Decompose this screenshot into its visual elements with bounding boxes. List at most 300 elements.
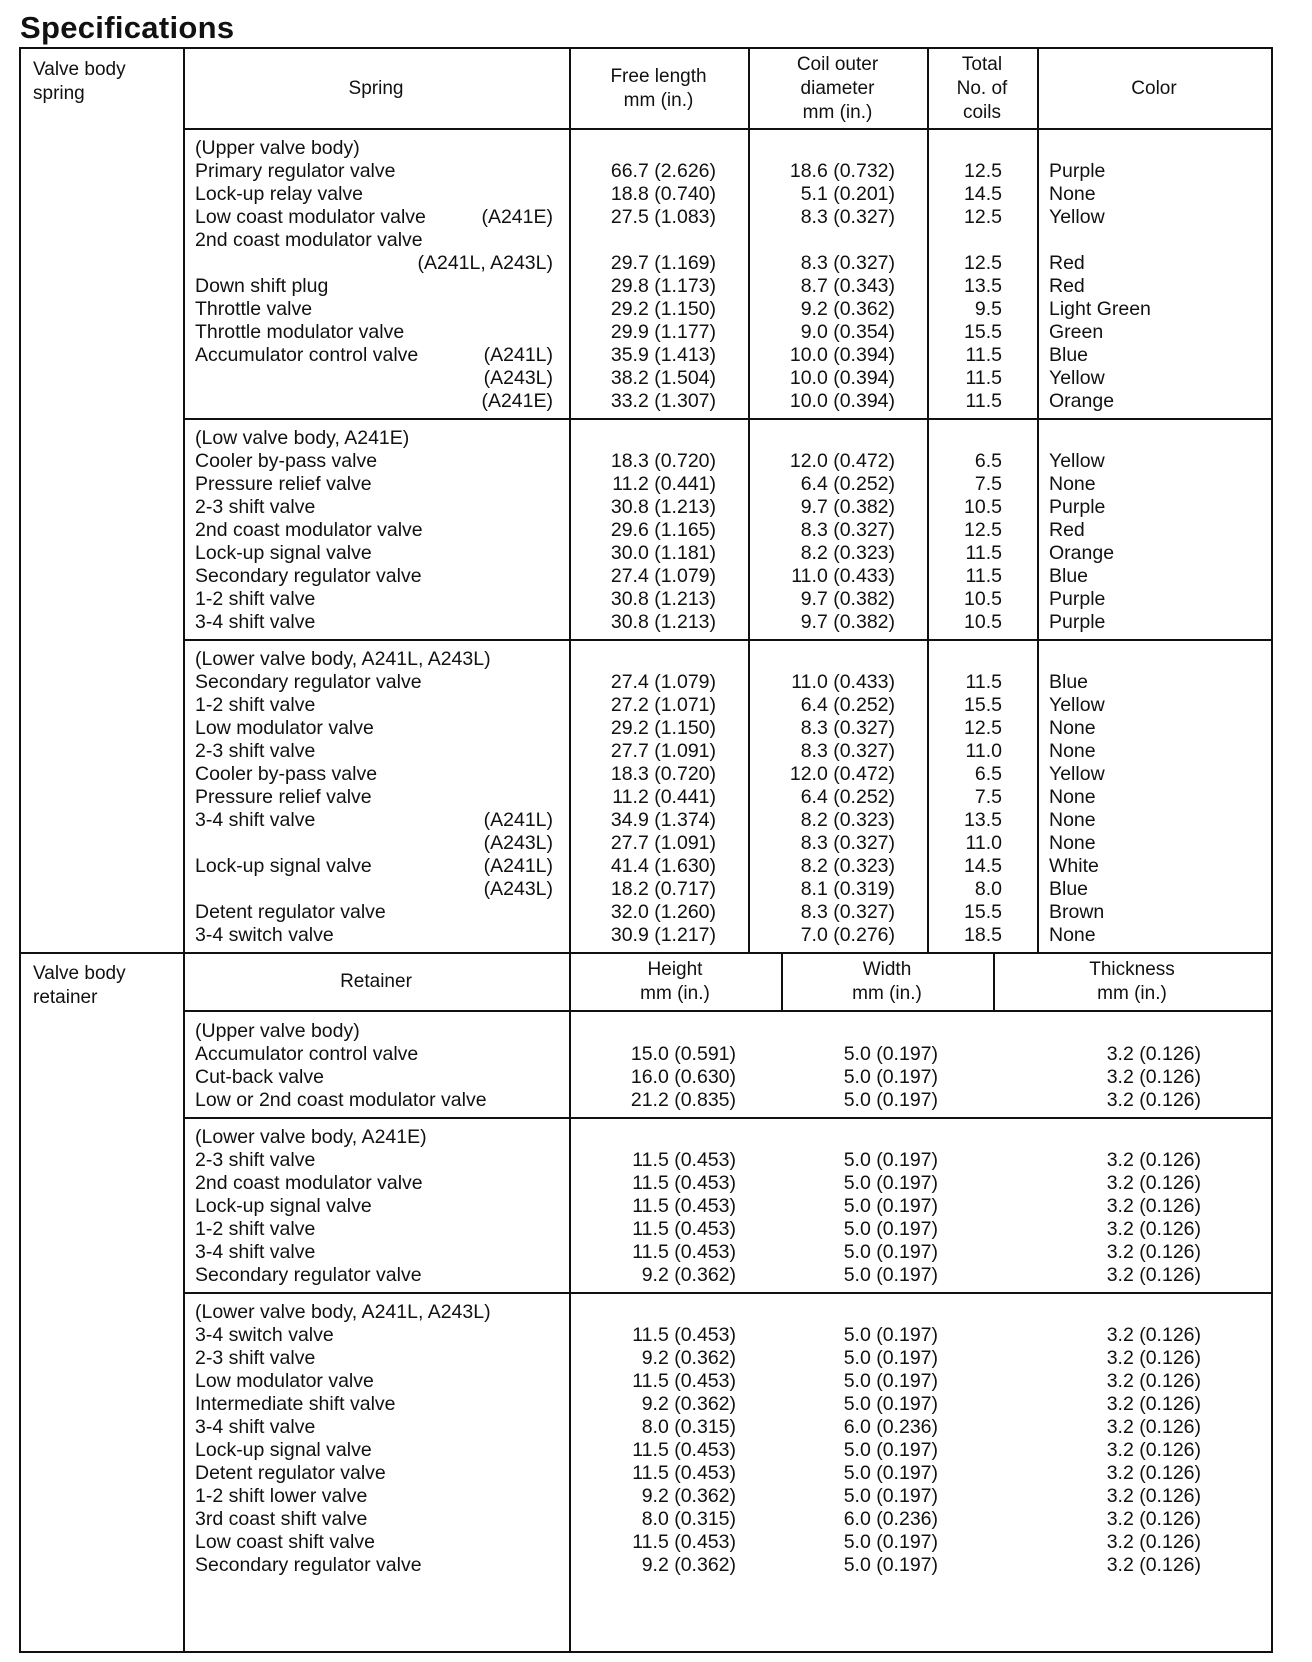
- height-value: 9.2 (0.362): [641, 1485, 736, 1507]
- coils-value: 11.5: [965, 671, 1002, 693]
- thickness-value: 3.2 (0.126): [1106, 1264, 1201, 1286]
- thickness-value: 3.2 (0.126): [1106, 1462, 1201, 1484]
- header-width: [781, 954, 993, 1010]
- row-divider: [183, 128, 1271, 130]
- retainer-name: Lock-up signal valve: [195, 1195, 372, 1217]
- free-length-value: 38.2 (1.504): [610, 367, 716, 389]
- spring-model: (A241L): [483, 855, 553, 877]
- spring-name: Lock-up relay valve: [195, 183, 363, 205]
- free-length-value: 34.9 (1.374): [610, 809, 716, 831]
- height-value: 16.0 (0.630): [630, 1066, 736, 1088]
- free-length-value: 30.9 (1.217): [610, 924, 716, 946]
- retainer-name: 3-4 shift valve: [195, 1416, 316, 1438]
- color-value: Purple: [1049, 588, 1106, 610]
- height-value: 9.2 (0.362): [641, 1264, 736, 1286]
- free-length-value: 30.8 (1.213): [610, 611, 716, 633]
- color-value: None: [1049, 924, 1096, 946]
- retainer-name: Secondary regulator valve: [195, 1264, 422, 1286]
- color-value: Blue: [1049, 671, 1089, 693]
- coils-value: 15.5: [964, 901, 1002, 923]
- free-length-value: 27.5 (1.083): [610, 206, 716, 228]
- spring-name: Low coast modulator valve: [195, 206, 426, 228]
- free-length-value: 11.2 (0.441): [612, 786, 716, 808]
- coils-value: 7.5: [974, 786, 1002, 808]
- thickness-value: 3.2 (0.126): [1106, 1347, 1201, 1369]
- retainer-name: Low coast shift valve: [195, 1531, 375, 1553]
- coils-value: 10.5: [964, 588, 1002, 610]
- free-length-value: 29.8 (1.173): [610, 275, 716, 297]
- header-line: Retainer: [340, 971, 412, 992]
- width-value: 5.0 (0.197): [843, 1241, 938, 1263]
- header-line: Coil outer: [796, 53, 879, 75]
- color-value: Red: [1049, 252, 1085, 274]
- header-line: mm (in.): [802, 101, 873, 123]
- thickness-value: 3.2 (0.126): [1106, 1370, 1201, 1392]
- spring-name: 2nd coast modulator valve: [195, 229, 423, 251]
- coil-od-value: 8.2 (0.323): [800, 809, 895, 831]
- thickness-value: 3.2 (0.126): [1106, 1149, 1201, 1171]
- spring-name: Down shift plug: [195, 275, 329, 297]
- header-coil-outer-diameter: [748, 49, 927, 128]
- spring-name: Throttle valve: [195, 298, 313, 320]
- thickness-value: 3.2 (0.126): [1106, 1531, 1201, 1553]
- free-length-value: 33.2 (1.307): [610, 390, 716, 412]
- thickness-value: 3.2 (0.126): [1106, 1393, 1201, 1415]
- spring-model: (A241L, A243L): [417, 252, 553, 274]
- coil-od-value: 12.0 (0.472): [789, 763, 895, 785]
- header-spring-text: [349, 77, 404, 101]
- spring-name: Accumulator control valve: [195, 344, 419, 366]
- coils-value: 7.5: [974, 473, 1002, 495]
- color-value: Purple: [1049, 160, 1106, 182]
- coil-od-value: 6.4 (0.252): [800, 694, 895, 716]
- color-value: Orange: [1049, 390, 1115, 412]
- color-value: Brown: [1049, 901, 1105, 923]
- spring-name: 2nd coast modulator valve: [195, 519, 423, 541]
- color-value: None: [1049, 717, 1096, 739]
- coils-value: 11.5: [965, 565, 1002, 587]
- free-length-value: 18.3 (0.720): [610, 763, 716, 785]
- width-value: 5.0 (0.197): [843, 1195, 938, 1217]
- free-length-value: 11.2 (0.441): [612, 473, 716, 495]
- header-spring: [183, 49, 569, 128]
- free-length-value: 29.9 (1.177): [610, 321, 716, 343]
- width-value: 5.0 (0.197): [843, 1554, 938, 1576]
- thickness-value: 3.2 (0.126): [1106, 1416, 1201, 1438]
- row-divider: [183, 1292, 1271, 1294]
- row-divider: [183, 418, 1271, 420]
- spring-model: (A241E): [481, 390, 553, 412]
- spring-name: 3-4 switch valve: [195, 924, 334, 946]
- coils-value: 13.5: [964, 275, 1002, 297]
- coil-od-value: 8.3 (0.327): [800, 901, 895, 923]
- coils-value: 13.5: [964, 809, 1002, 831]
- coil-od-value: 10.0 (0.394): [789, 344, 895, 366]
- spring-name: Primary regulator valve: [195, 160, 396, 182]
- retainer-name: 1-2 shift valve: [195, 1218, 316, 1240]
- color-value: Orange: [1049, 542, 1115, 564]
- spring-name: Low modulator valve: [195, 717, 374, 739]
- color-value: None: [1049, 786, 1096, 808]
- coil-od-value: 8.3 (0.327): [800, 206, 895, 228]
- spring-name: 2-3 shift valve: [195, 740, 316, 762]
- retainer-name: Detent regulator valve: [195, 1462, 386, 1484]
- color-value: Purple: [1049, 611, 1106, 633]
- coil-od-value: 7.0 (0.276): [800, 924, 895, 946]
- group-title: (Upper valve body): [195, 137, 360, 159]
- header-line: mm (in.): [623, 89, 694, 111]
- header-total-coils: [927, 49, 1037, 128]
- row-divider: [183, 639, 1271, 641]
- header-line: mm (in.): [1097, 983, 1167, 1004]
- coil-od-value: 9.7 (0.382): [800, 611, 895, 633]
- width-value: 5.0 (0.197): [843, 1043, 938, 1065]
- retainer-name: Lock-up signal valve: [195, 1439, 372, 1461]
- coils-value: 12.5: [964, 206, 1002, 228]
- thickness-value: 3.2 (0.126): [1106, 1554, 1201, 1576]
- spring-model: (A243L): [483, 367, 553, 389]
- color-value: White: [1049, 855, 1099, 877]
- column-divider: [183, 49, 185, 952]
- color-value: Red: [1049, 519, 1085, 541]
- coils-value: 8.0: [974, 878, 1002, 900]
- width-value: 5.0 (0.197): [843, 1149, 938, 1171]
- coil-od-value: 9.2 (0.362): [800, 298, 895, 320]
- thickness-value: 3.2 (0.126): [1106, 1218, 1201, 1240]
- thickness-value: 3.2 (0.126): [1106, 1066, 1201, 1088]
- column-divider: [993, 954, 995, 1010]
- group-title: (Lower valve body, A241E): [195, 1126, 427, 1148]
- column-divider: [183, 954, 185, 1651]
- coil-od-value: 18.6 (0.732): [789, 160, 895, 182]
- coil-od-value: 8.3 (0.327): [800, 740, 895, 762]
- coils-value: 10.5: [964, 496, 1002, 518]
- coil-od-value: 9.7 (0.382): [800, 496, 895, 518]
- header-line: No. of: [956, 77, 1008, 99]
- free-length-value: 30.8 (1.213): [610, 588, 716, 610]
- free-length-value: 27.7 (1.091): [610, 832, 716, 854]
- color-value: Blue: [1049, 344, 1089, 366]
- header-line: Thickness: [1089, 959, 1175, 980]
- width-value: 5.0 (0.197): [843, 1264, 938, 1286]
- width-value: 5.0 (0.197): [843, 1324, 938, 1346]
- width-value: 5.0 (0.197): [843, 1066, 938, 1088]
- header-line: coils: [962, 101, 1001, 123]
- free-length-value: 30.8 (1.213): [610, 496, 716, 518]
- header-color: [1037, 49, 1271, 128]
- color-value: None: [1049, 473, 1096, 495]
- coils-value: 6.5: [974, 763, 1002, 785]
- column-divider: [1037, 49, 1039, 952]
- specifications-table: [19, 47, 1273, 1653]
- coil-od-value: 8.1 (0.319): [800, 878, 895, 900]
- spring-name: Detent regulator valve: [195, 901, 386, 923]
- color-value: None: [1049, 832, 1096, 854]
- coils-value: 11.5: [965, 542, 1002, 564]
- spring-name: 2-3 shift valve: [195, 496, 316, 518]
- spring-model: (A243L): [483, 878, 553, 900]
- free-length-value: 29.2 (1.150): [610, 298, 716, 320]
- retainer-name: Low or 2nd coast modulator valve: [195, 1089, 487, 1111]
- height-value: 11.5 (0.453): [632, 1172, 736, 1194]
- free-length-value: 18.8 (0.740): [610, 183, 716, 205]
- color-value: None: [1049, 740, 1096, 762]
- color-value: Green: [1049, 321, 1104, 343]
- spring-name: Lock-up signal valve: [195, 542, 372, 564]
- coils-value: 12.5: [964, 252, 1002, 274]
- free-length-value: 27.2 (1.071): [610, 694, 716, 716]
- color-value: Red: [1049, 275, 1085, 297]
- group-title: (Upper valve body): [195, 1020, 360, 1042]
- height-value: 21.2 (0.835): [630, 1089, 736, 1111]
- free-length-value: 41.4 (1.630): [610, 855, 716, 877]
- coil-od-value: 8.3 (0.327): [800, 832, 895, 854]
- width-value: 5.0 (0.197): [843, 1089, 938, 1111]
- height-value: 11.5 (0.453): [632, 1439, 736, 1461]
- group-title: (Lower valve body, A241L, A243L): [195, 648, 491, 670]
- free-length-value: 27.4 (1.079): [610, 565, 716, 587]
- coils-value: 14.5: [964, 855, 1002, 877]
- height-value: 11.5 (0.453): [632, 1324, 736, 1346]
- spring-name: Cooler by-pass valve: [195, 450, 378, 472]
- header-height: [569, 954, 781, 1010]
- free-length-value: 32.0 (1.260): [610, 901, 716, 923]
- coils-value: 12.5: [964, 717, 1002, 739]
- free-length-value: 29.6 (1.165): [610, 519, 716, 541]
- spring-model: (A241L): [483, 809, 553, 831]
- height-value: 8.0 (0.315): [641, 1508, 736, 1530]
- section-label-spring: [33, 58, 126, 106]
- spring-model: (A241E): [481, 206, 553, 228]
- retainer-name: Cut-back valve: [195, 1066, 324, 1088]
- section-label-retainer: [33, 962, 126, 1010]
- coil-od-value: 8.3 (0.327): [800, 717, 895, 739]
- header-line: Height: [647, 959, 703, 980]
- header-line: diameter: [800, 77, 875, 99]
- spring-name: Throttle modulator valve: [195, 321, 405, 343]
- retainer-name: Secondary regulator valve: [195, 1554, 422, 1576]
- coil-od-value: 9.7 (0.382): [800, 588, 895, 610]
- coils-value: 14.5: [964, 183, 1002, 205]
- header-height-text: [640, 958, 710, 1006]
- retainer-name: 3rd coast shift valve: [195, 1508, 368, 1530]
- retainer-name: 3-4 shift valve: [195, 1241, 316, 1263]
- thickness-value: 3.2 (0.126): [1106, 1485, 1201, 1507]
- coils-value: 12.5: [964, 519, 1002, 541]
- column-divider: [781, 954, 783, 1010]
- width-value: 5.0 (0.197): [843, 1393, 938, 1415]
- header-retainer: [183, 954, 569, 1010]
- thickness-value: 3.2 (0.126): [1106, 1089, 1201, 1111]
- color-value: Yellow: [1049, 763, 1105, 785]
- coil-od-value: 6.4 (0.252): [800, 473, 895, 495]
- width-value: 5.0 (0.197): [843, 1531, 938, 1553]
- color-value: Blue: [1049, 565, 1089, 587]
- header-line: Spring: [348, 77, 404, 99]
- coil-od-value: 5.1 (0.201): [800, 183, 895, 205]
- spring-name: 1-2 shift valve: [195, 588, 316, 610]
- retainer-name: 2nd coast modulator valve: [195, 1172, 423, 1194]
- height-value: 9.2 (0.362): [641, 1393, 736, 1415]
- thickness-value: 3.2 (0.126): [1106, 1324, 1201, 1346]
- header-coil-outer-diameter-text: [797, 53, 878, 125]
- coil-od-value: 6.4 (0.252): [800, 786, 895, 808]
- group-title: (Low valve body, A241E): [195, 427, 410, 449]
- header-line: Width: [862, 959, 912, 980]
- column-divider: [927, 49, 929, 952]
- coil-od-value: 8.3 (0.327): [800, 252, 895, 274]
- coil-od-value: 8.3 (0.327): [800, 519, 895, 541]
- thickness-value: 3.2 (0.126): [1106, 1508, 1201, 1530]
- width-value: 5.0 (0.197): [843, 1347, 938, 1369]
- header-thickness-text: [1089, 958, 1175, 1006]
- width-value: 5.0 (0.197): [843, 1218, 938, 1240]
- spring-model: (A241L): [483, 344, 553, 366]
- spring-name: Secondary regulator valve: [195, 565, 422, 587]
- height-value: 11.5 (0.453): [632, 1531, 736, 1553]
- coil-od-value: 11.0 (0.433): [791, 565, 895, 587]
- retainer-name: 2-3 shift valve: [195, 1149, 316, 1171]
- coils-value: 12.5: [964, 160, 1002, 182]
- spring-name: Lock-up signal valve: [195, 855, 372, 877]
- color-value: Purple: [1049, 496, 1106, 518]
- color-value: Yellow: [1049, 694, 1105, 716]
- coils-value: 6.5: [974, 450, 1002, 472]
- header-retainer-text: [340, 970, 412, 994]
- spring-model: (A243L): [483, 832, 553, 854]
- retainer-name: 3-4 switch valve: [195, 1324, 334, 1346]
- spring-name: Cooler by-pass valve: [195, 763, 378, 785]
- height-value: 15.0 (0.591): [630, 1043, 736, 1065]
- free-length-value: 18.2 (0.717): [610, 878, 716, 900]
- color-value: Yellow: [1049, 367, 1105, 389]
- coil-od-value: 8.2 (0.323): [800, 542, 895, 564]
- width-value: 5.0 (0.197): [843, 1439, 938, 1461]
- width-value: 5.0 (0.197): [843, 1172, 938, 1194]
- thickness-value: 3.2 (0.126): [1106, 1172, 1201, 1194]
- retainer-name: Low modulator valve: [195, 1370, 374, 1392]
- spring-name: 1-2 shift valve: [195, 694, 316, 716]
- spring-name: Pressure relief valve: [195, 786, 372, 808]
- header-line: spring: [33, 83, 85, 104]
- retainer-name: Accumulator control valve: [195, 1043, 419, 1065]
- header-line: Valve body: [33, 59, 126, 80]
- spring-name: Secondary regulator valve: [195, 671, 422, 693]
- thickness-value: 3.2 (0.126): [1106, 1241, 1201, 1263]
- spring-name: Pressure relief valve: [195, 473, 372, 495]
- coils-value: 15.5: [964, 321, 1002, 343]
- coils-value: 11.5: [965, 390, 1002, 412]
- retainer-name: Intermediate shift valve: [195, 1393, 396, 1415]
- coils-value: 10.5: [964, 611, 1002, 633]
- header-line: Total: [961, 53, 1003, 75]
- page-title: Specifications: [20, 10, 235, 45]
- retainer-name: 1-2 shift lower valve: [195, 1485, 368, 1507]
- height-value: 11.5 (0.453): [632, 1462, 736, 1484]
- height-value: 9.2 (0.362): [641, 1554, 736, 1576]
- coil-od-value: 11.0 (0.433): [791, 671, 895, 693]
- coils-value: 11.5: [965, 344, 1002, 366]
- height-value: 11.5 (0.453): [632, 1149, 736, 1171]
- coil-od-value: 10.0 (0.394): [789, 367, 895, 389]
- free-length-value: 29.2 (1.150): [610, 717, 716, 739]
- header-free-length: [569, 49, 748, 128]
- free-length-value: 18.3 (0.720): [610, 450, 716, 472]
- free-length-value: 30.0 (1.181): [610, 542, 716, 564]
- coil-od-value: 10.0 (0.394): [789, 390, 895, 412]
- coil-od-value: 9.0 (0.354): [800, 321, 895, 343]
- color-value: Yellow: [1049, 450, 1105, 472]
- header-thickness: [993, 954, 1271, 1010]
- color-value: Light Green: [1049, 298, 1151, 320]
- width-value: 6.0 (0.236): [843, 1508, 938, 1530]
- header-free-length-text: [610, 65, 706, 113]
- row-divider: [183, 1010, 1271, 1012]
- coils-value: 15.5: [964, 694, 1002, 716]
- retainer-name: 2-3 shift valve: [195, 1347, 316, 1369]
- spring-name: 3-4 shift valve: [195, 611, 316, 633]
- coils-value: 18.5: [964, 924, 1002, 946]
- width-value: 5.0 (0.197): [843, 1485, 938, 1507]
- coil-od-value: 8.7 (0.343): [800, 275, 895, 297]
- free-length-value: 27.4 (1.079): [610, 671, 716, 693]
- header-color-text: [1131, 77, 1176, 101]
- free-length-value: 35.9 (1.413): [610, 344, 716, 366]
- spring-name: 3-4 shift valve: [195, 809, 316, 831]
- header-width-text: [852, 958, 922, 1006]
- header-total-coils-text: [957, 53, 1008, 125]
- color-value: None: [1049, 183, 1096, 205]
- color-value: Blue: [1049, 878, 1089, 900]
- coils-value: 9.5: [974, 298, 1002, 320]
- column-divider: [569, 49, 571, 952]
- coils-value: 11.5: [965, 367, 1002, 389]
- header-line: mm (in.): [852, 983, 922, 1004]
- row-divider: [183, 1117, 1271, 1119]
- height-value: 8.0 (0.315): [641, 1416, 736, 1438]
- header-line: Free length: [610, 65, 707, 87]
- thickness-value: 3.2 (0.126): [1106, 1043, 1201, 1065]
- free-length-value: 29.7 (1.169): [610, 252, 716, 274]
- thickness-value: 3.2 (0.126): [1106, 1439, 1201, 1461]
- coil-od-value: 12.0 (0.472): [789, 450, 895, 472]
- height-value: 9.2 (0.362): [641, 1347, 736, 1369]
- coil-od-value: 8.2 (0.323): [800, 855, 895, 877]
- height-value: 11.5 (0.453): [632, 1195, 736, 1217]
- column-divider: [569, 954, 571, 1010]
- column-divider: [569, 1010, 571, 1651]
- width-value: 5.0 (0.197): [843, 1370, 938, 1392]
- column-divider: [748, 49, 750, 952]
- coils-value: 11.0: [965, 740, 1002, 762]
- height-value: 11.5 (0.453): [632, 1218, 736, 1240]
- height-value: 11.5 (0.453): [632, 1370, 736, 1392]
- width-value: 6.0 (0.236): [843, 1416, 938, 1438]
- group-title: (Lower valve body, A241L, A243L): [195, 1301, 491, 1323]
- free-length-value: 66.7 (2.626): [610, 160, 716, 182]
- coils-value: 11.0: [965, 832, 1002, 854]
- color-value: Yellow: [1049, 206, 1105, 228]
- header-line: Color: [1131, 77, 1177, 99]
- free-length-value: 27.7 (1.091): [610, 740, 716, 762]
- header-line: Valve body: [33, 963, 126, 984]
- width-value: 5.0 (0.197): [843, 1462, 938, 1484]
- color-value: None: [1049, 809, 1096, 831]
- header-line: retainer: [33, 987, 98, 1008]
- height-value: 11.5 (0.453): [632, 1241, 736, 1263]
- thickness-value: 3.2 (0.126): [1106, 1195, 1201, 1217]
- header-line: mm (in.): [640, 983, 710, 1004]
